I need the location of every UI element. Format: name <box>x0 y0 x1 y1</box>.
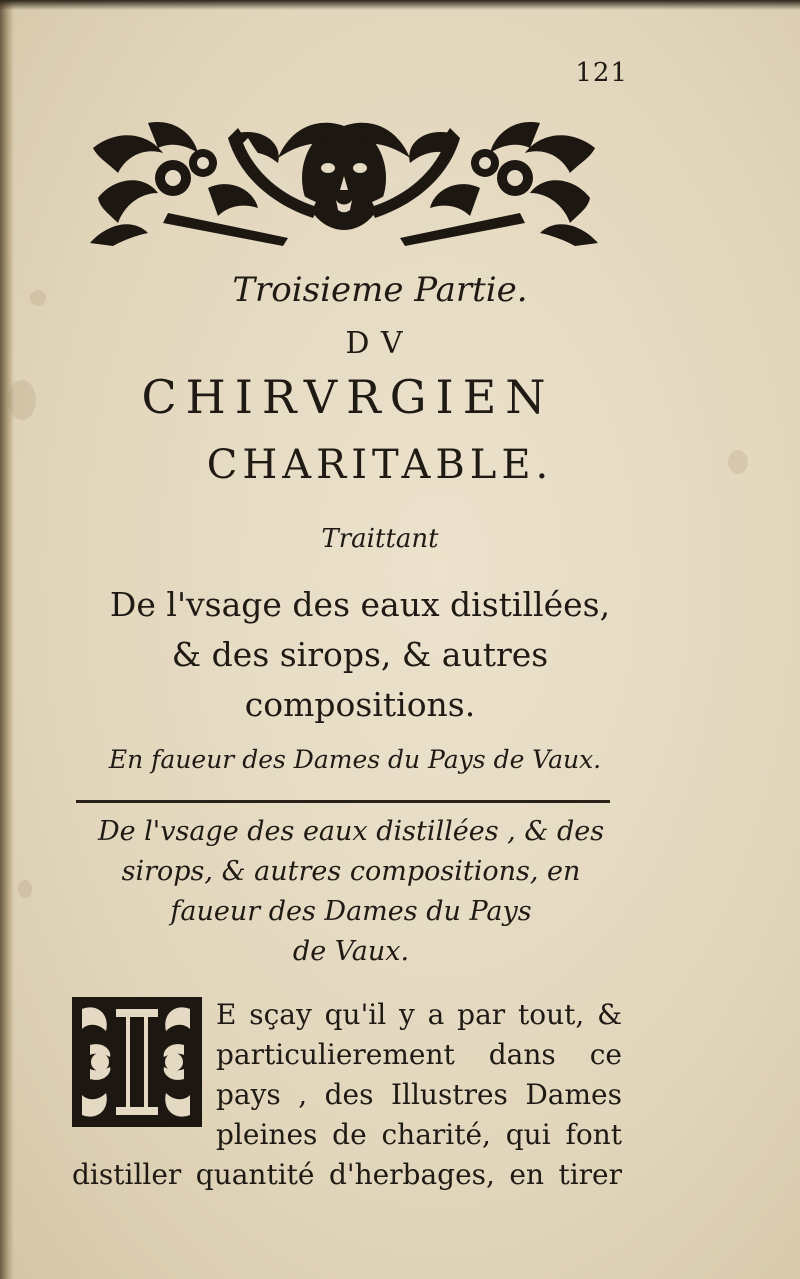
main-title-line-1: CHIRVRGIEN <box>141 370 555 424</box>
traittant-subtitle: Traittant <box>321 524 439 554</box>
faveur-line: En faueur des Dames du Pays de Vaux. <box>108 745 602 774</box>
page-top-edge <box>0 0 800 10</box>
body-line: particulierement dans ce <box>216 1038 622 1071</box>
body-line: distiller quantité d'herbages, en tirer <box>72 1158 622 1191</box>
description-text: De l'vsage des eaux distillées, & des sirops, & autres compositions. <box>109 585 611 724</box>
book-spine-shadow <box>0 0 14 1279</box>
italic-heading-line: faueur des Dames du Pays <box>170 896 532 927</box>
paper-stain <box>8 380 36 420</box>
title-du: DV <box>345 326 415 361</box>
italic-heading-line: sirops, & autres compositions, en <box>121 856 581 887</box>
italic-heading-line: de Vaux. <box>292 936 410 967</box>
floral-headpiece-icon <box>88 118 600 248</box>
body-line: pays , des Illustres Dames <box>216 1078 622 1111</box>
page-number: 121 <box>575 58 628 88</box>
paper-stain <box>728 450 748 474</box>
decorated-initial-icon <box>70 995 204 1129</box>
italic-heading <box>66 812 636 972</box>
body-line: pleines de charité, qui font <box>216 1118 622 1151</box>
part-title: Troisieme Partie. <box>232 270 528 310</box>
italic-heading-line: De l'vsage des eaux distillées , & des <box>97 816 605 847</box>
paper-stain <box>18 880 32 898</box>
body-line: E sçay qu'il y a par tout, & <box>216 998 622 1031</box>
horizontal-rule <box>76 800 610 803</box>
main-title-line-2: CHARITABLE. <box>206 442 554 488</box>
